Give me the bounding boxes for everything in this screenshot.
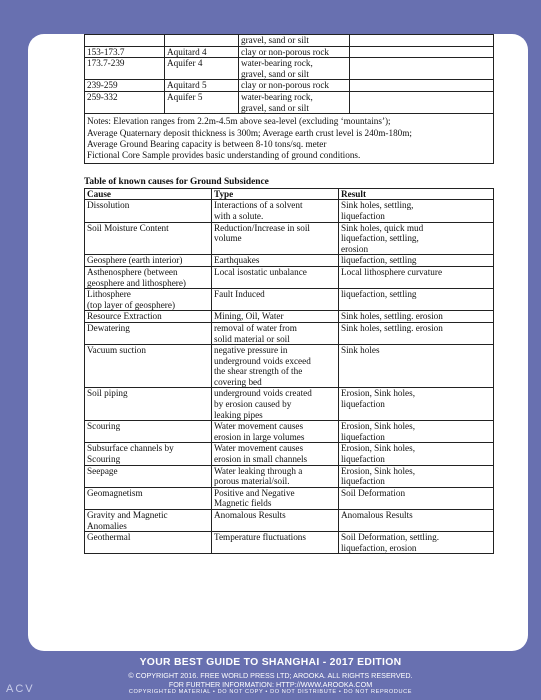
material-cell: water-bearing rock, gravel, sand or silt xyxy=(239,58,350,80)
document-content xyxy=(84,34,494,554)
table-row xyxy=(85,58,494,80)
layer-cell: Aquifer 5 xyxy=(165,91,239,113)
material-cell: clay or non-porous rock xyxy=(239,46,350,58)
table-row xyxy=(85,266,494,288)
result-cell: Soil Deformation xyxy=(339,487,494,509)
result-cell: Sink holes, quick mud liquefaction, settling, erosion xyxy=(339,222,494,255)
cause-cell: Lithosphere (top layer of geosphere) xyxy=(85,289,212,311)
depth-cell: 259-332 xyxy=(85,91,165,113)
column-header-result: Result xyxy=(339,188,494,200)
layer-cell: Aquitard 5 xyxy=(165,80,239,92)
type-cell: Reduction/Increase in soil volume xyxy=(212,222,339,255)
depth-cell: 173.7-239 xyxy=(85,58,165,80)
notes-line: Average Ground Bearing capacity is between 8-10 tons/sq. meter xyxy=(87,138,327,149)
corner-mark: ACV xyxy=(6,683,35,695)
causes-table-header-row xyxy=(85,188,494,200)
type-cell: Interactions of a solvent with a solute. xyxy=(212,200,339,222)
table-row xyxy=(85,255,494,267)
material-cell: clay or non-porous rock xyxy=(239,80,350,92)
result-cell: Erosion, Sink holes, liquefaction xyxy=(339,388,494,421)
result-cell: Soil Deformation, settling. liquefaction, erosion xyxy=(339,532,494,554)
empty-cell xyxy=(350,46,494,58)
table-row xyxy=(85,222,494,255)
column-header-cause: Cause xyxy=(85,188,212,200)
type-cell: Water movement causes erosion in small channels xyxy=(212,443,339,465)
table-row xyxy=(85,46,494,58)
type-cell: underground voids created by erosion caused by leaking pipes xyxy=(212,388,339,421)
cause-cell: Subsurface channels by Scouring xyxy=(85,443,212,465)
table-row xyxy=(85,421,494,443)
empty-cell xyxy=(350,80,494,92)
table-row xyxy=(85,388,494,421)
footer-info: FOR FURTHER INFORMATION: HTTP://WWW.AROOKA.COM xyxy=(168,680,373,689)
table-row xyxy=(85,91,494,113)
cause-cell: Scouring xyxy=(85,421,212,443)
empty-cell xyxy=(350,91,494,113)
result-cell: Erosion, Sink holes, liquefaction xyxy=(339,443,494,465)
footer-title: YOUR BEST GUIDE TO SHANGHAI - 2017 EDITION xyxy=(139,657,402,668)
type-cell: Local isostatic unbalance xyxy=(212,266,339,288)
depth-cell: 153-173.7 xyxy=(85,46,165,58)
table-row xyxy=(85,532,494,554)
causes-table-body xyxy=(85,200,494,554)
material-cell: gravel, sand or silt xyxy=(239,35,350,47)
table-row xyxy=(85,311,494,323)
empty-cell xyxy=(350,35,494,47)
table-row xyxy=(85,80,494,92)
cause-cell: Geothermal xyxy=(85,532,212,554)
footer-copyright: © COPYRIGHT 2016. FREE WORLD PRESS LTD; AROOKA. ALL RIGHTS RESERVED. xyxy=(128,671,413,680)
strata-table xyxy=(84,34,494,114)
cause-cell: Seepage xyxy=(85,465,212,487)
cause-cell: Geomagnetism xyxy=(85,487,212,509)
result-cell: Sink holes, settling. erosion xyxy=(339,322,494,344)
type-cell: negative pressure in underground voids exceed the shear strength of the covering bed xyxy=(212,345,339,388)
result-cell: liquefaction, settling xyxy=(339,289,494,311)
depth-cell: 239-259 xyxy=(85,80,165,92)
type-cell: Positive and Negative Magnetic fields xyxy=(212,487,339,509)
table-row xyxy=(85,510,494,532)
type-cell: Earthquakes xyxy=(212,255,339,267)
table-row xyxy=(85,345,494,388)
cause-cell: Geosphere (earth interior) xyxy=(85,255,212,267)
table-row xyxy=(85,465,494,487)
notes-line: Average Quaternary deposit thickness is 300m; Average earth crust level is 240m-180m; xyxy=(87,127,412,138)
cause-cell: Dewatering xyxy=(85,322,212,344)
result-cell: Anomalous Results xyxy=(339,510,494,532)
type-cell: Anomalous Results xyxy=(212,510,339,532)
table-row xyxy=(85,35,494,47)
footer-notice: COPYRIGHTED MATERIAL • DO NOT COPY • DO NOT DISTRIBUTE • DO NOT REPRODUCE xyxy=(128,689,413,695)
result-cell: liquefaction, settling xyxy=(339,255,494,267)
table-row xyxy=(85,200,494,222)
table-row xyxy=(85,322,494,344)
table-row xyxy=(85,487,494,509)
result-cell: Erosion, Sink holes, liquefaction xyxy=(339,421,494,443)
table-row xyxy=(85,289,494,311)
cause-cell: Soil Moisture Content xyxy=(85,222,212,255)
type-cell: Water movement causes erosion in large volumes xyxy=(212,421,339,443)
strata-table-body xyxy=(85,35,494,114)
result-cell: Local lithosphere curvature xyxy=(339,266,494,288)
type-cell: Water leaking through a porous material/soil. xyxy=(212,465,339,487)
result-cell: Sink holes, settling, liquefaction xyxy=(339,200,494,222)
cause-cell: Dissolution xyxy=(85,200,212,222)
type-cell: Temperature fluctuations xyxy=(212,532,339,554)
result-cell: Sink holes xyxy=(339,345,494,388)
result-cell: Erosion, Sink holes, liquefaction xyxy=(339,465,494,487)
table-row xyxy=(85,443,494,465)
cause-cell: Gravity and Magnetic Anomalies xyxy=(85,510,212,532)
cause-cell: Soil piping xyxy=(85,388,212,421)
type-cell: Fault Induced xyxy=(212,289,339,311)
notes-line: Fictional Core Sample provides basic understanding of ground conditions. xyxy=(87,150,361,161)
layer-cell: Aquitard 4 xyxy=(165,46,239,58)
cause-cell: Resource Extraction xyxy=(85,311,212,323)
document-page xyxy=(28,34,528,651)
notes-box xyxy=(84,114,494,164)
notes-line: Notes: Elevation ranges from 2.2m-4.5m above sea-level (excluding ‘mountains’); xyxy=(87,116,391,127)
column-header-type: Type xyxy=(212,188,339,200)
material-cell: water-bearing rock, gravel, sand or silt xyxy=(239,91,350,113)
type-cell: Mining, Oil, Water xyxy=(212,311,339,323)
layer-cell: Aquifer 4 xyxy=(165,58,239,80)
causes-table-title: Table of known causes for Ground Subsidence xyxy=(84,176,269,187)
cause-cell: Vacuum suction xyxy=(85,345,212,388)
empty-cell xyxy=(350,58,494,80)
result-cell: Sink holes, settling. erosion xyxy=(339,311,494,323)
causes-table xyxy=(84,188,494,555)
type-cell: removal of water from solid material or soil xyxy=(212,322,339,344)
layer-cell xyxy=(165,35,239,47)
depth-cell xyxy=(85,35,165,47)
cause-cell: Asthenosphere (between geosphere and lithosphere) xyxy=(85,266,212,288)
